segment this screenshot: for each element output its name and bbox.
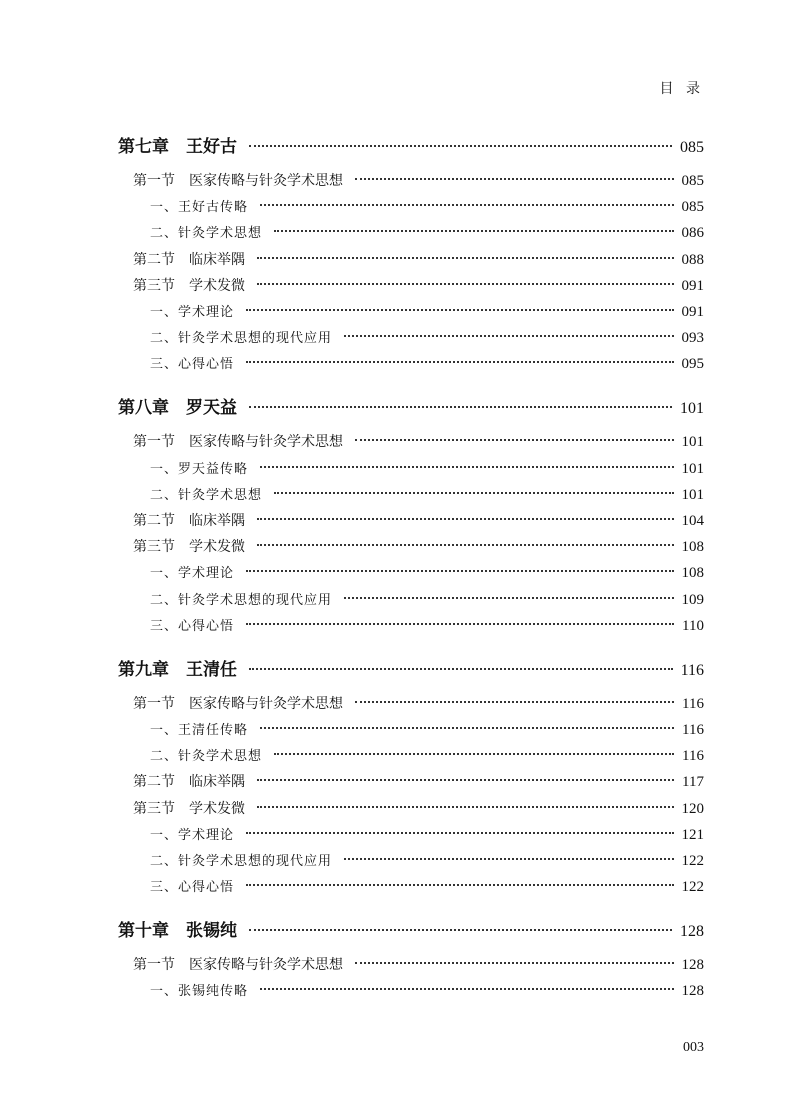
toc-entry-page: 116 — [682, 695, 704, 712]
toc-entry-label: 第一节 医家传略与针灸学术思想 — [133, 695, 343, 712]
toc-entry-subsection[interactable] — [150, 876, 704, 896]
toc-entry-section[interactable] — [133, 536, 704, 556]
dot-leader — [246, 884, 673, 886]
toc-entry-page: 108 — [681, 565, 704, 582]
dot-leader — [246, 570, 673, 572]
toc-entry-label: 二、针灸学术思想的现代应用 — [150, 854, 333, 869]
toc-entry-label: 一、学术理论 — [150, 305, 235, 320]
toc-entry-section[interactable] — [133, 170, 704, 190]
toc-entry-label: 第十章 张锡纯 — [118, 921, 237, 942]
toc-entry-page: 110 — [682, 617, 704, 634]
dot-leader — [257, 518, 674, 520]
toc-entry-subsection[interactable] — [150, 850, 704, 870]
toc-entry-subsection[interactable] — [150, 589, 704, 609]
dot-leader — [355, 962, 674, 964]
toc-entry-chapter[interactable] — [118, 655, 704, 680]
dot-leader — [257, 544, 674, 546]
toc-entry-subsection[interactable] — [150, 484, 704, 504]
toc-entry-page: 121 — [681, 826, 704, 843]
toc-entry-page: 122 — [681, 853, 704, 869]
toc-entry-label: 一、学术理论 — [150, 566, 235, 582]
dot-leader — [274, 492, 673, 494]
toc-entry-subsection[interactable] — [150, 222, 704, 242]
dot-leader — [246, 623, 674, 625]
toc-entry-page: 128 — [681, 983, 704, 1000]
toc-entry-chapter[interactable] — [118, 132, 704, 157]
dot-leader — [355, 439, 674, 441]
toc-entry-label: 二、针灸学术思想的现代应用 — [150, 331, 333, 347]
toc-entry-label: 一、王清任传略 — [150, 723, 249, 738]
toc-entry-section[interactable] — [133, 693, 704, 713]
toc-entry-page: 091 — [681, 304, 704, 320]
toc-entry-chapter[interactable] — [118, 393, 704, 418]
toc-entry-label: 一、张锡纯传略 — [150, 984, 249, 1000]
toc-entry-chapter[interactable] — [118, 916, 704, 941]
dot-leader — [257, 283, 674, 285]
dot-leader — [249, 145, 672, 147]
dot-leader — [249, 668, 673, 670]
toc-entry-page: 108 — [681, 539, 704, 556]
toc-entry-page: 086 — [681, 225, 704, 242]
toc-entry-page: 128 — [681, 957, 704, 974]
toc-entry-page: 085 — [681, 199, 704, 216]
toc-entry-page: 117 — [682, 774, 704, 791]
dot-leader — [355, 178, 674, 180]
dot-leader — [344, 597, 673, 599]
toc-entry-page: 085 — [680, 139, 704, 156]
dot-leader — [257, 806, 674, 808]
toc-entry-label: 第七章 王好古 — [118, 137, 237, 157]
toc-entry-page: 091 — [681, 277, 704, 294]
toc-entry-page: 101 — [681, 486, 704, 503]
toc-entry-subsection[interactable] — [150, 196, 704, 216]
toc-entry-page: 116 — [680, 661, 704, 679]
dot-leader — [246, 832, 673, 834]
toc-entry-page: 088 — [681, 251, 704, 268]
dot-leader — [260, 727, 674, 729]
toc-entry-label: 第二节 临床举隅 — [133, 774, 245, 791]
toc-entry-page: 128 — [680, 923, 704, 941]
toc-entry-label: 第三节 学术发微 — [133, 800, 245, 817]
toc-entry-section[interactable] — [133, 510, 704, 530]
toc-entry-subsection[interactable] — [150, 458, 704, 478]
toc-entry-subsection[interactable] — [150, 719, 704, 739]
dot-leader — [274, 753, 674, 755]
toc-entry-label: 三、心得心悟 — [150, 880, 235, 896]
dot-leader — [257, 779, 674, 781]
dot-leader — [246, 309, 673, 311]
toc-entry-label: 二、针灸学术思想 — [150, 487, 263, 503]
page-header-title: 目 录 — [659, 81, 704, 97]
toc-entry-page: 101 — [681, 460, 704, 477]
toc-entry-label: 一、罗天益传略 — [150, 461, 249, 477]
dot-leader — [274, 230, 673, 232]
toc-entry-label: 第八章 罗天益 — [118, 398, 237, 419]
toc-entry-label: 第九章 王清任 — [118, 659, 237, 680]
toc-entry-subsection[interactable] — [150, 562, 704, 582]
dot-leader — [260, 988, 673, 990]
toc-entry-section[interactable] — [133, 954, 704, 974]
toc-entry-label: 第三节 学术发微 — [133, 539, 245, 556]
toc-entry-section[interactable] — [133, 798, 704, 818]
toc-entry-page: 093 — [681, 330, 704, 347]
dot-leader — [260, 466, 673, 468]
toc-entry-page: 101 — [681, 434, 704, 451]
toc-entry-label: 二、针灸学术思想的现代应用 — [150, 592, 333, 608]
toc-entry-page: 122 — [681, 879, 704, 896]
toc-entry-page: 116 — [682, 722, 704, 738]
toc-entry-label: 二、针灸学术思想 — [150, 749, 263, 765]
toc-entry-page: 104 — [681, 513, 704, 529]
toc-entry-page: 101 — [680, 400, 704, 418]
toc-entry-label: 一、学术理论 — [150, 827, 235, 843]
toc-entry-subsection[interactable] — [150, 980, 704, 1000]
toc-entry-page: 116 — [682, 748, 704, 765]
toc-entry-subsection[interactable] — [150, 327, 704, 347]
dot-leader — [249, 406, 672, 408]
toc-entry-page: 095 — [681, 356, 704, 373]
toc-entry-page: 120 — [681, 800, 704, 817]
toc-entry-label: 第一节 医家传略与针灸学术思想 — [133, 434, 343, 451]
dot-leader — [257, 257, 674, 259]
page-number: 003 — [683, 1040, 704, 1055]
toc-entry-section[interactable] — [133, 771, 704, 791]
dot-leader — [355, 701, 674, 703]
dot-leader — [344, 335, 673, 337]
toc-entry-label: 第一节 医家传略与针灸学术思想 — [133, 173, 343, 189]
dot-leader — [260, 204, 673, 206]
toc-entry-subsection[interactable] — [150, 301, 704, 321]
toc-entry-label: 第二节 临床举隅 — [133, 513, 245, 529]
toc-entry-section[interactable] — [133, 275, 704, 295]
toc-entry-label: 三、心得心悟 — [150, 357, 235, 373]
toc-entry-label: 三、心得心悟 — [150, 618, 235, 634]
dot-leader — [249, 929, 672, 931]
toc-entry-page: 085 — [681, 173, 704, 189]
toc-entry-label: 一、王好古传略 — [150, 200, 249, 216]
toc-entry-label: 二、针灸学术思想 — [150, 226, 263, 242]
toc-entry-label: 第二节 临床举隅 — [133, 251, 245, 268]
toc-entry-subsection[interactable] — [150, 824, 704, 844]
toc-entry-subsection[interactable] — [150, 353, 704, 373]
toc-entry-section[interactable] — [133, 431, 704, 451]
dot-leader — [344, 858, 673, 860]
toc-entry-page: 109 — [681, 591, 704, 608]
toc-entry-subsection[interactable] — [150, 745, 704, 765]
toc-entry-subsection[interactable] — [150, 615, 704, 635]
toc-entry-section[interactable] — [133, 249, 704, 269]
toc-entry-label: 第三节 学术发微 — [133, 277, 245, 294]
dot-leader — [246, 361, 673, 363]
toc-entry-label: 第一节 医家传略与针灸学术思想 — [133, 957, 343, 974]
